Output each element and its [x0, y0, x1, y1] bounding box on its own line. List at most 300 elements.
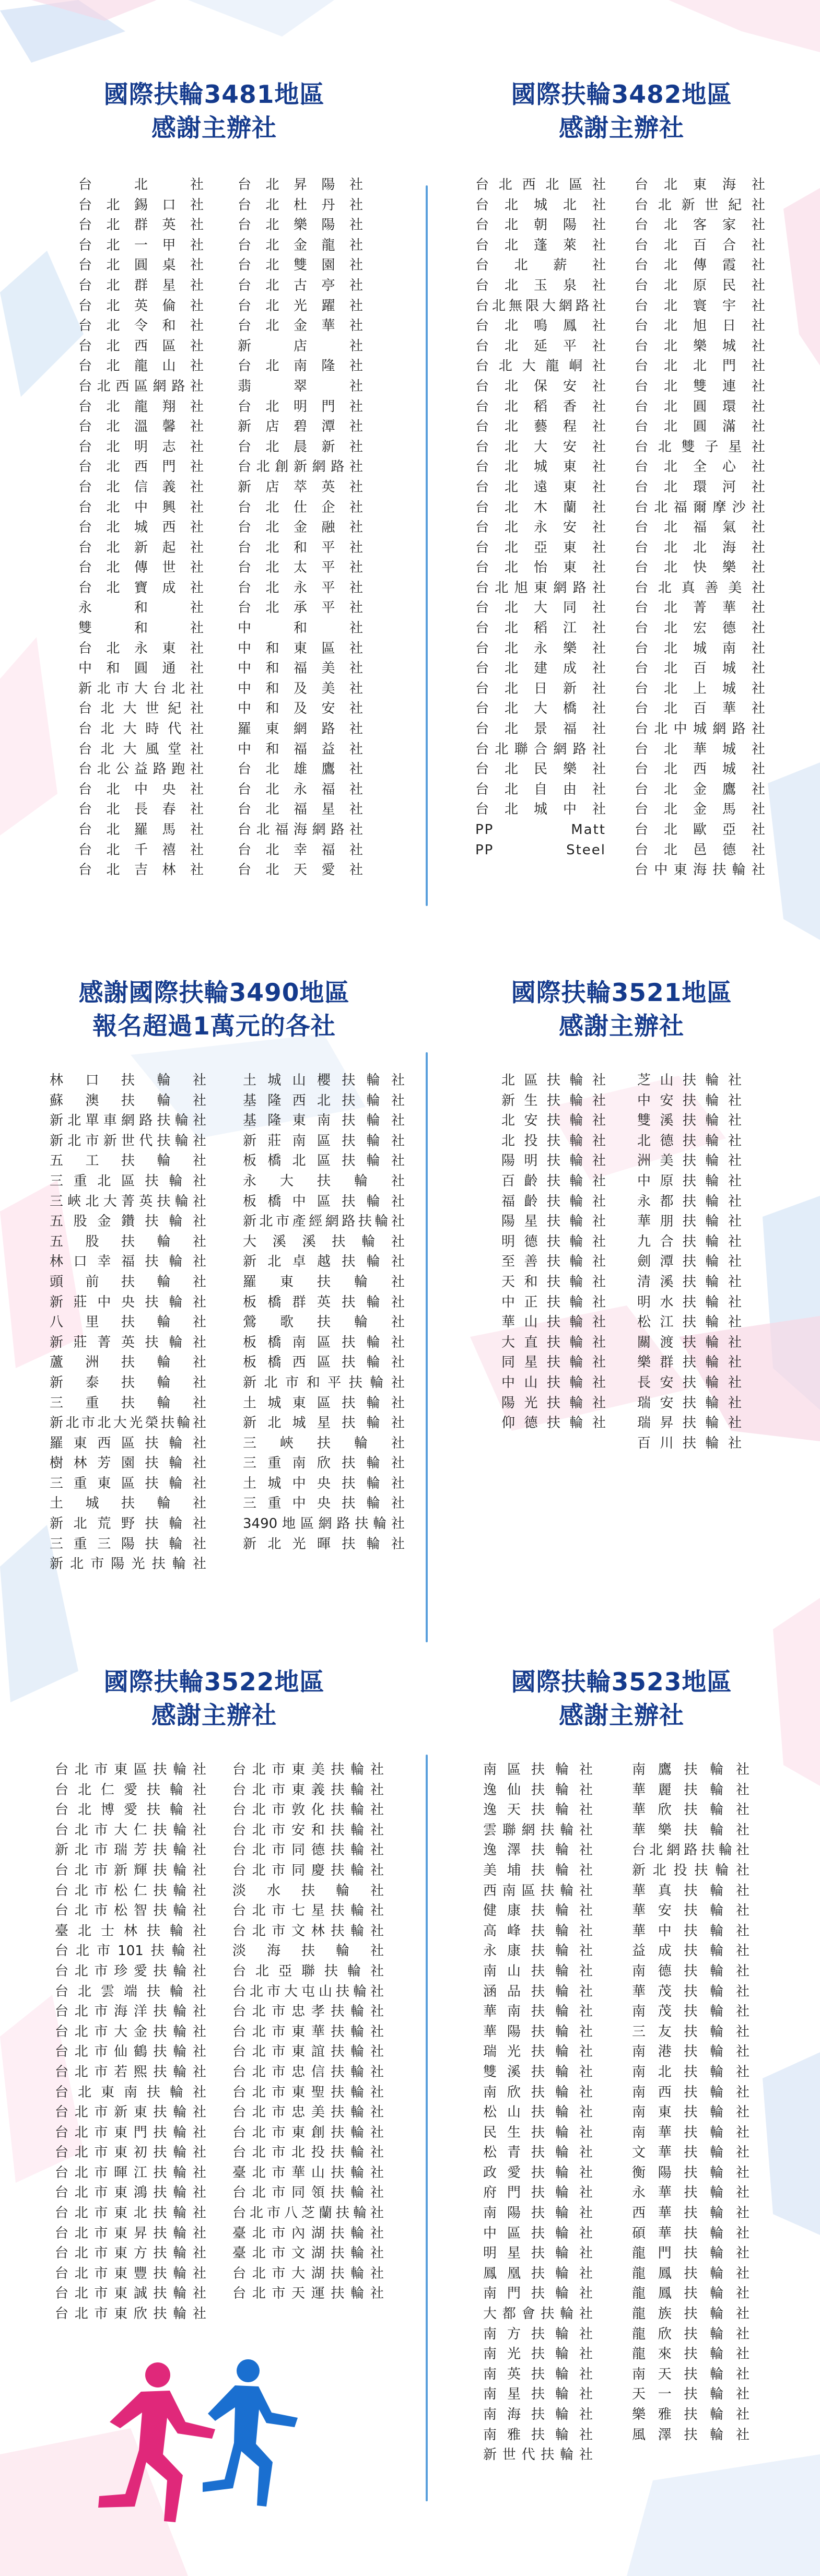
club-name: 台北大風堂社	[78, 741, 204, 757]
club-name: 陽明扶輪社	[501, 1153, 606, 1169]
club-name: 台北大龍峒社	[475, 358, 606, 374]
club-name: 南鷹扶輪社	[632, 1762, 749, 1778]
club-name: 台北幸福社	[238, 842, 363, 858]
club-name: 台北原民社	[635, 277, 765, 293]
club-name: 台北市大仁扶輪社	[55, 1822, 206, 1838]
club-name: 台北羅馬社	[78, 822, 204, 838]
club-name: 台北昇陽社	[238, 177, 363, 193]
club-name: 南茂扶輪社	[632, 2004, 749, 2020]
club-name: 台北雙子星社	[635, 439, 765, 455]
club-name: 至善扶輪社	[501, 1254, 606, 1270]
club-name: 基隆東南扶輪社	[243, 1113, 405, 1129]
club-name: 新北投扶輪社	[632, 1862, 749, 1878]
club-name: 南光扶輪社	[483, 2346, 593, 2362]
club-name: 台北市大金扶輪社	[55, 2024, 206, 2040]
club-name: 中安扶輪社	[637, 1092, 742, 1109]
club-name: 八里扶輪社	[50, 1314, 206, 1331]
club-column-right	[238, 175, 363, 880]
club-name: 福齡扶輪社	[501, 1193, 606, 1209]
club-name: 臺北市華山扶輪社	[232, 2165, 384, 2181]
club-name: 中原扶輪社	[637, 1173, 742, 1189]
club-name: 台北長春社	[78, 802, 204, 818]
club-name: 台北客家社	[635, 217, 765, 233]
club-name: 大都會扶輪社	[483, 2306, 593, 2322]
club-name: 關渡扶輪社	[637, 1334, 742, 1350]
club-name: 台北市東義扶輪社	[232, 1782, 384, 1798]
club-name: 北投扶輪社	[501, 1133, 606, 1149]
club-name: 台北市東豐扶輪社	[55, 2265, 206, 2281]
club-name: 台北市仙鶴扶輪社	[55, 2044, 206, 2060]
club-name: 北德扶輪社	[637, 1133, 742, 1149]
club-name: 台北北門社	[635, 358, 765, 374]
club-name: 中區扶輪社	[483, 2225, 593, 2241]
club-name: 台北太平社	[238, 560, 363, 576]
club-name: 台北大橋社	[475, 701, 606, 717]
club-name: 台北大同社	[475, 600, 606, 616]
blue-runner-icon	[203, 2359, 298, 2507]
club-name: 台北景福社	[475, 721, 606, 737]
club-name: 台北光躍社	[238, 298, 363, 314]
club-name: 民生扶輪社	[483, 2124, 593, 2140]
club-name: 南區扶輪社	[483, 1762, 593, 1778]
section-title: 國際扶輪3522地區	[103, 1668, 325, 1697]
club-name: 台北薪社	[475, 257, 606, 274]
club-name: 新北光暉扶輪社	[243, 1536, 405, 1552]
club-name: 台北市七星扶輪社	[232, 1903, 384, 1919]
club-column-left	[55, 1760, 206, 2324]
club-name: 台北大世紀社	[78, 701, 204, 717]
club-name: 土城山櫻扶輪社	[243, 1073, 405, 1088]
club-name: 翡翠社	[238, 378, 363, 394]
club-name: 百齡扶輪社	[501, 1173, 606, 1189]
club-name: 林口幸福扶輪社	[50, 1254, 206, 1270]
club-name: 美埔扶輪社	[483, 1862, 593, 1878]
club-name: 雲聯網扶輪社	[483, 1822, 593, 1838]
club-name: 益成扶輪社	[632, 1943, 749, 1959]
club-name: 新生扶輪社	[501, 1092, 606, 1109]
club-name: 台北市大湖扶輪社	[232, 2265, 384, 2281]
club-list	[501, 1071, 742, 1453]
club-name: 羅東西區扶輪社	[50, 1435, 206, 1451]
club-name: 永康扶輪社	[483, 1943, 593, 1959]
divider-middle	[426, 1052, 428, 1642]
club-name: 台北市東昇扶輪社	[55, 2225, 206, 2241]
club-name: 新北市產經網路扶輪社	[243, 1214, 405, 1230]
club-name: 南陽扶輪社	[483, 2205, 593, 2221]
club-name: 中正扶輪社	[501, 1294, 606, 1310]
club-name: 台北稻香社	[475, 398, 606, 415]
club-name: 台北市忠美扶輪社	[232, 2104, 384, 2121]
club-name: 瑞昇扶輪社	[637, 1415, 742, 1431]
club-name: 華山扶輪社	[501, 1314, 606, 1331]
club-name: 台北市東鴻扶輪社	[55, 2185, 206, 2201]
club-name: 台北創新網路社	[238, 459, 363, 475]
club-name: 五股金鑽扶輪社	[50, 1214, 206, 1230]
club-name: 三重中央扶輪社	[243, 1496, 405, 1512]
club-name: 明水扶輪社	[637, 1294, 742, 1310]
club-name: 新北市新世代扶輪社	[50, 1133, 206, 1149]
section-subtitle: 感謝主辦社	[559, 114, 684, 143]
section-subtitle: 感謝主辦社	[559, 1701, 684, 1730]
club-name: 台北城西社	[78, 520, 204, 536]
club-name: 台北承平社	[238, 600, 363, 616]
club-name: 蘆洲扶輪社	[50, 1355, 206, 1371]
club-name: 明星扶輪社	[483, 2245, 593, 2262]
club-name: 明德扶輪社	[501, 1233, 606, 1250]
club-name: 台北延平社	[475, 338, 606, 354]
club-name: 北區扶輪社	[501, 1073, 606, 1088]
club-name: 台北龍山社	[78, 358, 204, 374]
club-name: 南北扶輪社	[632, 2064, 749, 2080]
club-name: 新北市陽光扶輪社	[50, 1556, 206, 1572]
club-name: 台北信義社	[78, 479, 204, 495]
club-name: 台北永安社	[475, 520, 606, 536]
club-name: 台北金馬社	[635, 802, 765, 818]
club-name: 台北大時代社	[78, 721, 204, 737]
club-name: 台北樂陽社	[238, 217, 363, 233]
club-name: 台北真善美社	[635, 580, 765, 596]
club-name: 中和及美社	[238, 680, 363, 697]
club-column-left	[50, 1071, 206, 1574]
club-name: 新北市大台北社	[78, 680, 204, 697]
club-name: 南雅扶輪社	[483, 2427, 593, 2443]
club-name: 九合扶輪社	[637, 1233, 742, 1250]
club-name: 台北民樂社	[475, 761, 606, 778]
club-name: 台北福星社	[238, 802, 363, 818]
club-name: 台北市若熙扶輪社	[55, 2064, 206, 2080]
section-title: 國際扶輪3521地區	[511, 979, 732, 1007]
club-name: 台北菁華社	[635, 600, 765, 616]
club-name: 臺北市內湖扶輪社	[232, 2225, 384, 2241]
club-name: 華朋扶輪社	[637, 1214, 742, 1230]
club-name: 華麗扶輪社	[632, 1782, 749, 1798]
club-name: 台北日新社	[475, 680, 606, 697]
club-name: 碩華扶輪社	[632, 2225, 749, 2241]
club-name: 新莊中央扶輪社	[50, 1294, 206, 1310]
club-name: 五股扶輪社	[50, 1233, 206, 1250]
club-name: 中和社	[238, 620, 363, 637]
club-name: 台北市大屯山扶輪社	[232, 1983, 384, 1999]
club-name: 新北市瑞芳扶輪社	[55, 1842, 206, 1859]
club-name: 芝山扶輪社	[637, 1073, 742, 1088]
club-name: 台北遠東社	[475, 479, 606, 495]
club-name: 台北和平社	[238, 539, 363, 556]
club-name: 台北東海社	[635, 177, 765, 193]
club-name: PP Matt	[475, 822, 606, 838]
club-name: 台北市東初扶輪社	[55, 2145, 206, 2161]
club-name: 蘇澳扶輪社	[50, 1092, 206, 1109]
club-name: 台北百合社	[635, 237, 765, 253]
club-name: 洲美扶輪社	[637, 1153, 742, 1169]
club-name: 南天扶輪社	[632, 2366, 749, 2382]
club-name: 台北雲端扶輪社	[55, 1983, 206, 1999]
club-name: 台北自由社	[475, 781, 606, 797]
club-name: 板橋南區扶輪社	[243, 1334, 405, 1350]
club-name: 百川扶輪社	[637, 1435, 742, 1451]
club-name: 土城東區扶輪社	[243, 1395, 405, 1411]
club-name: 台北仁愛扶輪社	[55, 1782, 206, 1798]
section-title: 感謝國際扶輪3490地區	[78, 979, 350, 1007]
club-name: 台北市北投扶輪社	[232, 2145, 384, 2161]
club-name: 台北城中社	[475, 802, 606, 818]
club-name: 台北中城網路社	[635, 721, 765, 737]
club-name: 台北西區網路社	[78, 378, 204, 394]
club-name: 南西扶輪社	[632, 2084, 749, 2100]
club-name: 台北朝陽社	[475, 217, 606, 233]
club-name: 台北博愛扶輪社	[55, 1802, 206, 1818]
club-name: 台北傳世社	[78, 560, 204, 576]
club-name: 台北市東聖扶輪社	[232, 2084, 384, 2100]
club-name: 台北市新東扶輪社	[55, 2104, 206, 2121]
club-name: 台北金融社	[238, 520, 363, 536]
club-name: 新北城星扶輪社	[243, 1415, 405, 1431]
club-name: 台北怡東社	[475, 560, 606, 576]
club-name: 天一扶輪社	[632, 2386, 749, 2403]
club-column-right	[232, 1760, 384, 2324]
club-name: 龍族扶輪社	[632, 2306, 749, 2322]
club-name: 台北市天運扶輪社	[232, 2286, 384, 2302]
club-name: 龍門扶輪社	[632, 2245, 749, 2262]
club-name: 台北市同領扶輪社	[232, 2185, 384, 2201]
club-column-right	[243, 1071, 405, 1574]
club-name: 台北市松仁扶輪社	[55, 1883, 206, 1899]
club-name: 新店碧潭社	[238, 419, 363, 435]
club-name: 台北宏德社	[635, 620, 765, 637]
club-name: 南英扶輪社	[483, 2366, 593, 2382]
club-name: 台北亞聯扶輪社	[232, 1963, 384, 1979]
club-name: 台北快樂社	[635, 560, 765, 576]
club-name: 台北環河社	[635, 479, 765, 495]
club-list	[483, 1760, 749, 2465]
club-name: 台北雄鷹社	[238, 761, 363, 778]
club-name: 永都扶輪社	[637, 1193, 742, 1209]
club-name: 松山扶輪社	[483, 2104, 593, 2121]
club-name: 長安扶輪社	[637, 1374, 742, 1391]
club-name: 劍潭扶輪社	[637, 1254, 742, 1270]
section-title: 國際扶輪3482地區	[511, 80, 732, 109]
club-name: 台北圓滿社	[635, 419, 765, 435]
club-name: 台北城東社	[475, 459, 606, 475]
section-subtitle: 感謝主辦社	[559, 1012, 684, 1041]
club-name: 天和扶輪社	[501, 1274, 606, 1290]
club-name: 土城中央扶輪社	[243, 1475, 405, 1491]
club-name: 台北市東誠扶輪社	[55, 2286, 206, 2302]
club-name: 板橋中區扶輪社	[243, 1193, 405, 1209]
divider-bottom	[426, 1755, 428, 2501]
club-name: 龍來扶輪社	[632, 2346, 749, 2362]
club-column-left	[475, 175, 606, 880]
club-name: 陽星扶輪社	[501, 1214, 606, 1230]
club-name: 台北市忠孝扶輪社	[232, 2004, 384, 2020]
club-name: 三重南欣扶輪社	[243, 1455, 405, 1472]
club-name: 台北吉林社	[78, 862, 204, 878]
club-name: 台北寶成社	[78, 580, 204, 596]
club-name: 松江扶輪社	[637, 1314, 742, 1331]
club-name: 台北古亭社	[238, 277, 363, 293]
club-name: 台北英倫社	[78, 298, 204, 314]
club-name: 華陽扶輪社	[483, 2024, 593, 2040]
club-name: 3490地區網路扶輪社	[243, 1516, 405, 1532]
club-name: 風澤扶輪社	[632, 2427, 749, 2443]
club-name: 三重北區扶輪社	[50, 1173, 206, 1189]
club-name: 台北亞東社	[475, 539, 606, 556]
club-name: 中山扶輪社	[501, 1374, 606, 1391]
club-name: 台北市東北扶輪社	[55, 2205, 206, 2221]
club-name: 台北市松智扶輪社	[55, 1903, 206, 1919]
club-name: 台北歐亞社	[635, 822, 765, 838]
club-name: 台北永福社	[238, 781, 363, 797]
club-list	[78, 175, 363, 880]
club-name: 南海扶輪社	[483, 2407, 593, 2422]
club-column-left	[501, 1071, 606, 1453]
club-name: 西南區扶輪社	[483, 1883, 593, 1899]
club-name: 華樂扶輪社	[632, 1822, 749, 1838]
club-name: 台北中央社	[78, 781, 204, 797]
club-name: 華南扶輪社	[483, 2004, 593, 2020]
club-name: 台北百城社	[635, 661, 765, 677]
club-name: 新北卓越扶輪社	[243, 1254, 405, 1270]
club-name: 台北福氣社	[635, 520, 765, 536]
club-name: 大直扶輪社	[501, 1334, 606, 1350]
club-name: 新北荒野扶輪社	[50, 1516, 206, 1532]
club-name: 府門扶輪社	[483, 2185, 593, 2201]
club-name: 台北市東區扶輪社	[55, 1762, 206, 1778]
club-name: 台北市忠信扶輪社	[232, 2064, 384, 2080]
club-name: 台北錫口社	[78, 197, 204, 213]
club-name: 南山扶輪社	[483, 1963, 593, 1979]
club-name: 新泰扶輪社	[50, 1374, 206, 1391]
club-name: 台中東海扶輪社	[635, 862, 765, 878]
club-name: 三峽扶輪社	[243, 1435, 405, 1451]
club-name: 南東扶輪社	[632, 2104, 749, 2121]
club-name: 台北百華社	[635, 701, 765, 717]
club-name: 台北市東欣扶輪社	[55, 2306, 206, 2322]
club-name: 台北建成社	[475, 661, 606, 677]
club-name: PP Steel	[475, 842, 606, 858]
club-name: 台北全心社	[635, 459, 765, 475]
club-name: 台北金鷹社	[635, 781, 765, 797]
club-name: 台北旭東網路社	[475, 580, 606, 596]
club-name: 台北城南社	[635, 640, 765, 656]
club-name: 台北市東門扶輪社	[55, 2124, 206, 2140]
club-name: 台北木蘭社	[475, 499, 606, 515]
club-name: 永華扶輪社	[632, 2185, 749, 2201]
club-list	[55, 1760, 384, 2324]
club-name: 台北一甲社	[78, 237, 204, 253]
club-name: 台北市新輝扶輪社	[55, 1862, 206, 1878]
club-name: 台北南隆社	[238, 358, 363, 374]
club-name: 新店社	[238, 338, 363, 354]
club-name: 台北鳴鳳社	[475, 318, 606, 334]
club-name: 台北社	[78, 177, 204, 193]
club-name: 健康扶輪社	[483, 1903, 593, 1919]
club-name: 三重扶輪社	[50, 1395, 206, 1411]
club-name: 北安扶輪社	[501, 1113, 606, 1129]
club-name: 新店萃英社	[238, 479, 363, 495]
club-name: 高峰扶輪社	[483, 1923, 593, 1939]
club-name: 台北金龍社	[238, 237, 363, 253]
club-name: 林口扶輪社	[50, 1073, 206, 1088]
club-name: 台北令和社	[78, 318, 204, 334]
club-name: 台北市海洋扶輪社	[55, 2004, 206, 2020]
club-name: 中和福益社	[238, 741, 363, 757]
club-column-right	[632, 1760, 749, 2465]
club-name: 台北市東華扶輪社	[232, 2024, 384, 2040]
club-name: 基隆西北扶輪社	[243, 1092, 405, 1109]
club-name: 樂群扶輪社	[637, 1355, 742, 1371]
club-name: 三峽北大菁英扶輪社	[50, 1193, 206, 1209]
club-name: 南方扶輪社	[483, 2326, 593, 2342]
club-name: 台北城北社	[475, 197, 606, 213]
club-name: 仰德扶輪社	[501, 1415, 606, 1431]
club-list	[475, 175, 765, 880]
club-name: 羅東扶輪社	[243, 1274, 405, 1290]
club-name: 松青扶輪社	[483, 2145, 593, 2161]
club-name: 臺北市文湖扶輪社	[232, 2245, 384, 2262]
club-name: 新莊南區扶輪社	[243, 1133, 405, 1149]
club-name: 台北仕企社	[238, 499, 363, 515]
club-name: 大溪溪扶輪社	[243, 1233, 405, 1250]
club-name: 台北圓環社	[635, 398, 765, 415]
club-name: 逸天扶輪社	[483, 1802, 593, 1818]
club-name: 台北市珍愛扶輪社	[55, 1963, 206, 1979]
divider-top	[426, 185, 428, 906]
club-name: 台北市暉江扶輪社	[55, 2165, 206, 2181]
club-name: 政愛扶輪社	[483, 2165, 593, 2181]
club-name: 五工扶輪社	[50, 1153, 206, 1169]
club-name: 台北稻江社	[475, 620, 606, 637]
club-name: 台北無限大網路社	[475, 298, 606, 314]
club-name: 台北旭日社	[635, 318, 765, 334]
club-name: 南華扶輪社	[632, 2124, 749, 2140]
club-name: 華安扶輪社	[632, 1903, 749, 1919]
club-name: 鳳凰扶輪社	[483, 2265, 593, 2281]
club-name: 台北溫馨社	[78, 419, 204, 435]
club-name: 台北市東誼扶輪社	[232, 2044, 384, 2060]
club-name: 台北明志社	[78, 439, 204, 455]
club-name: 龍鳳扶輪社	[632, 2286, 749, 2302]
club-name: 南門扶輪社	[483, 2286, 593, 2302]
club-name: 樂雅扶輪社	[632, 2407, 749, 2422]
club-name: 台北福爾摩沙社	[635, 499, 765, 515]
club-name: 台北新世紀社	[635, 197, 765, 213]
club-name: 台北新起社	[78, 539, 204, 556]
club-name: 台北市同慶扶輪社	[232, 1862, 384, 1878]
club-name: 台北圓桌社	[78, 257, 204, 274]
club-column-right	[637, 1071, 742, 1453]
club-name: 文華扶輪社	[632, 2145, 749, 2161]
club-name: 台北東南扶輪社	[55, 2084, 206, 2100]
club-name: 台北市安和扶輪社	[232, 1822, 384, 1838]
club-name: 台北市八芝蘭扶輪社	[232, 2205, 384, 2221]
club-name: 台北市東美扶輪社	[232, 1762, 384, 1778]
club-name: 永和社	[78, 600, 204, 616]
club-name: 中和東區社	[238, 640, 363, 656]
club-name: 台北蓬萊社	[475, 237, 606, 253]
club-name: 台北天愛社	[238, 862, 363, 878]
club-name: 台北公益路跑社	[78, 761, 204, 778]
club-name: 新北單車網路扶輪社	[50, 1113, 206, 1129]
club-name: 永大扶輪社	[243, 1173, 405, 1189]
club-column-right	[635, 175, 765, 880]
club-name: 南欣扶輪社	[483, 2084, 593, 2100]
club-name: 台北藝程社	[475, 419, 606, 435]
club-name: 台北華城社	[635, 741, 765, 757]
club-name: 台北傳霞社	[635, 257, 765, 274]
club-name: 新莊菁英扶輪社	[50, 1334, 206, 1350]
club-name: 台北雙連社	[635, 378, 765, 394]
club-name: 三友扶輪社	[632, 2024, 749, 2040]
